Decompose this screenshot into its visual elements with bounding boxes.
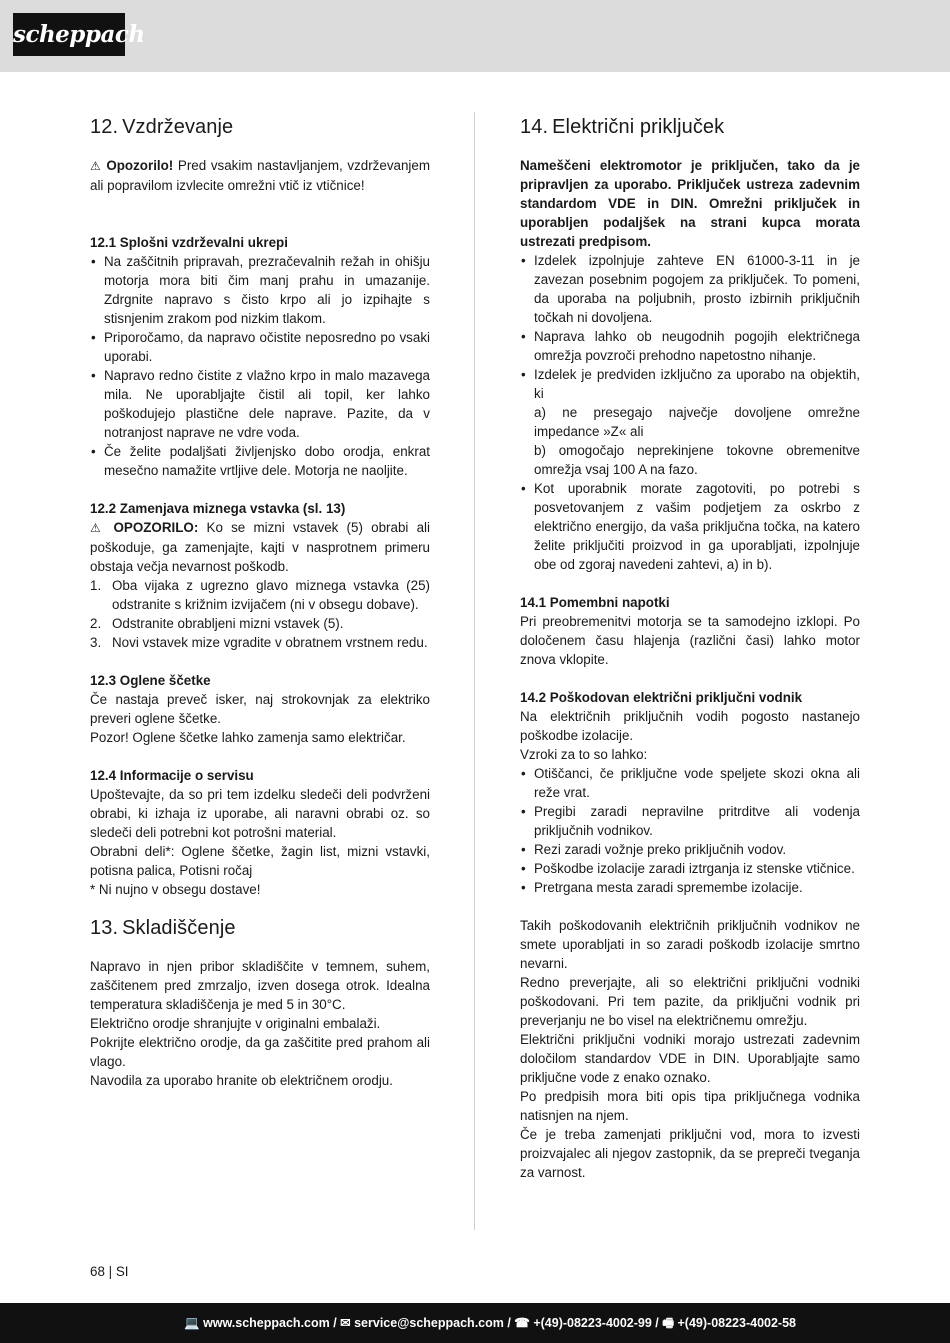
brand-logo: scheppach: [13, 13, 125, 56]
list-item: • Izdelek je predviden izključno za uporabo na objektih, ki a) ne presegajo največje dovoljene omrežne impedance »Z« ali b) omogočajo neprekinjene tokovne obremenitve omrežja vsaj 100 A na fazo.: [520, 365, 860, 479]
list-item: • Pregibi zaradi nepravilne pritrditve ali vodenja priključnih vodnikov.: [520, 802, 860, 840]
intro-paragraph: Nameščeni elektromotor je priključen, tako da je pripravljen za uporabo. Priključek ustreza zadevnim standardom VDE in DIN. Omrežni priključek in uporabljen podaljšek na strani kupca morata ustrezati predpisom.: [520, 158, 860, 249]
subheading-12-2: 12.2 Zamenjava miznega vstavka (sl. 13): [90, 501, 346, 516]
footer-bar: [0, 1303, 950, 1343]
paragraph: Električni priključni vodniki morajo ustrezati zadevnim določilom standardov VDE in DIN. Uporabljajte samo priključne vode z enako oznako.: [520, 1032, 860, 1085]
paragraph: Električno orodje shranjujte v originalni embalaži.: [90, 1016, 381, 1031]
paragraph: Pokrijte električno orodje, da ga zaščitite pred prahom ali vlago.: [90, 1035, 430, 1069]
list-item: • Napravo redno čistite z vlažno krpo in malo mazavega mila. Ne uporabljajte čistil ali topil, ker lahko poškodujejo plastične dele naprave. Pazite, da v notranjost naprave ne vdre voda.: [90, 366, 430, 442]
column-divider: [474, 112, 475, 1230]
warning-icon: ⚠: [90, 521, 106, 535]
list-item: • Izdelek izpolnjuje zahteve EN 61000-3-11 in je zavezan posebnim pogojem za priključek. To pomeni, da uporaba na poljubnih, prosto izbirnih priključnih točkah ni dovoljena.: [520, 251, 860, 327]
list-item: • Če želite podaljšati življenjsko dobo orodja, enkrat mesečno namažite vrtljive dele. Motorja ne naoljite.: [90, 442, 430, 480]
list-item: • Kot uporabnik morate zagotoviti, po potrebi s posvetovanjem z vašim podjetjem za oskrbo z električno energijo, da vaša priključna točka, na katero želite priključiti proizvod in ga uporabljati, izpolnjuje obe od zgoraj navedeni zahtevi, a) in b).: [520, 479, 860, 574]
section-13-heading: 13. Skladiščenje: [90, 917, 236, 939]
paragraph: Vzroki za to so lahko:: [520, 747, 648, 762]
paragraph: Če je treba zamenjati priključni vod, mora to izvesti proizvajalec ali njegov zastopnik, da se prepreči tveganja za varnost.: [520, 1127, 860, 1180]
list-item: • Rezi zaradi vožnje preko priključnih vodov.: [520, 840, 860, 859]
maintenance-list: [90, 252, 430, 480]
warning-paragraph-1: ⚠ Opozorilo! Pred vsakim nastavljanjem, vzdrževanjem ali popravilom izvlecite omrežni vtič iz vtičnice!: [90, 158, 430, 193]
subheading-12-1: 12.1 Splošni vzdrževalni ukrepi: [90, 235, 288, 250]
list-item: 3. Novi vstavek mize vgradite v obratnem vrstnem redu.: [90, 635, 428, 650]
paragraph: * Ni nujno v obsegu dostave!: [90, 882, 261, 897]
subheading-14-1: 14.1 Pomembni napotki: [520, 595, 670, 610]
paragraph: Na električnih priključnih vodih pogosto nastanejo poškodbe izolacije.: [520, 709, 860, 743]
section-12-heading: 12. Vzdrževanje: [90, 116, 234, 138]
list-item: • Na zaščitnih pripravah, prezračevalnih režah in ohišju motorja mora biti čim manj prahu in umazanije. Zdrgnite napravo s čisto krpo ali jo izpihajte s stisnjenim zrakom pod nizkim tlakom.: [90, 252, 430, 328]
warning-paragraph-2: ⚠ OPOZORILO: Ko se mizni vstavek (5) obrabi ali poškoduje, ga zamenjajte, kajti v nasprotnem primeru obstaja večja nevarnost poškodb.: [90, 520, 430, 574]
paragraph: Če nastaja preveč isker, naj strokovnjak za elektriko preveri oglene ščetke.: [90, 692, 430, 726]
subheading-14-2: 14.2 Poškodovan električni priključni vodnik: [520, 690, 803, 705]
paragraph: Navodila za uporabo hranite ob električnem orodju.: [90, 1073, 393, 1088]
list-item: • Otiščanci, če priključne vode speljete skozi okna ali reže vrat.: [520, 764, 860, 802]
list-item: • Priporočamo, da napravo očistite neposredno po vsaki uporabi.: [90, 328, 430, 366]
insert-steps-list: [90, 576, 430, 652]
paragraph: Po predpisih mora biti opis tipa priključnega vodnika natisnjen na njem.: [520, 1089, 860, 1123]
paragraph: Takih poškodovanih električnih priključnih vodnikov ne smete uporabljati in so zaradi poškodb izolacije smrtno nevarni.: [520, 918, 860, 971]
list-item: • Poškodbe izolacije zaradi iztrganja iz stenske vtičnice.: [520, 859, 860, 878]
page-number: 68 | SI: [90, 1264, 129, 1279]
list-item: 2. Odstranite obrabljeni mizni vstavek (5).: [90, 616, 344, 631]
subheading-12-3: 12.3 Oglene ščetke: [90, 673, 211, 688]
damage-causes-list: [520, 764, 860, 897]
paragraph: Upoštevajte, da so pri tem izdelku sledeči deli podvrženi obrabi, ki izhaja iz uporabe, ali naravni obrabi oz. so sledeči deli potrebni kot potrošni material.: [90, 787, 430, 840]
paragraph: Redno preverjajte, ali so električni priključni vodniki poškodovani. Pri tem pazite, da priključni vodnik pri preverjanju ne bo visel na električnemu omrežju.: [520, 975, 860, 1028]
contact-info: 💻 www.scheppach.com / ✉ service@scheppach.com / ☎ +(49)-08223-4002-99 / 🖷 +(49)-08223-4002-58: [184, 1316, 796, 1330]
paragraph: Pri preobremenitvi motorja se ta samodejno izklopi. Po določenem času hlajenja (različni časi) lahko motor znova vklopite.: [520, 614, 860, 667]
list-item: • Naprava lahko ob neugodnih pogojih električnega omrežja povzroči prehodno napetostno nihanje.: [520, 327, 860, 365]
right-column: [520, 112, 860, 1182]
section-14-heading: 14. Električni priključek: [520, 116, 725, 138]
list-item: • Pretrgana mesta zaradi spremembe izolacije.: [520, 878, 860, 897]
subheading-12-4: 12.4 Informacije o servisu: [90, 768, 254, 783]
paragraph: Pozor! Oglene ščetke lahko zamenja samo električar.: [90, 730, 406, 745]
paragraph: Napravo in njen pribor skladiščite v temnem, suhem, zaščitenem pred zmrzaljo, izven dosega otrok. Idealna temperatura skladiščenja je med 5 in 30°C.: [90, 959, 430, 1012]
list-item: 1. Oba vijaka z ugrezno glavo miznega vstavka (25) odstranite s križnim izvijačem (ni v obsegu dobave).: [90, 578, 430, 612]
left-column: [90, 112, 430, 1090]
connection-requirements-list: [520, 251, 860, 574]
header-bar: [0, 0, 950, 72]
warning-icon: ⚠: [90, 159, 102, 173]
paragraph: Obrabni deli*: Oglene ščetke, žagin list, mizni vstavki, potisna palica, Potisni ročaj: [90, 844, 430, 878]
